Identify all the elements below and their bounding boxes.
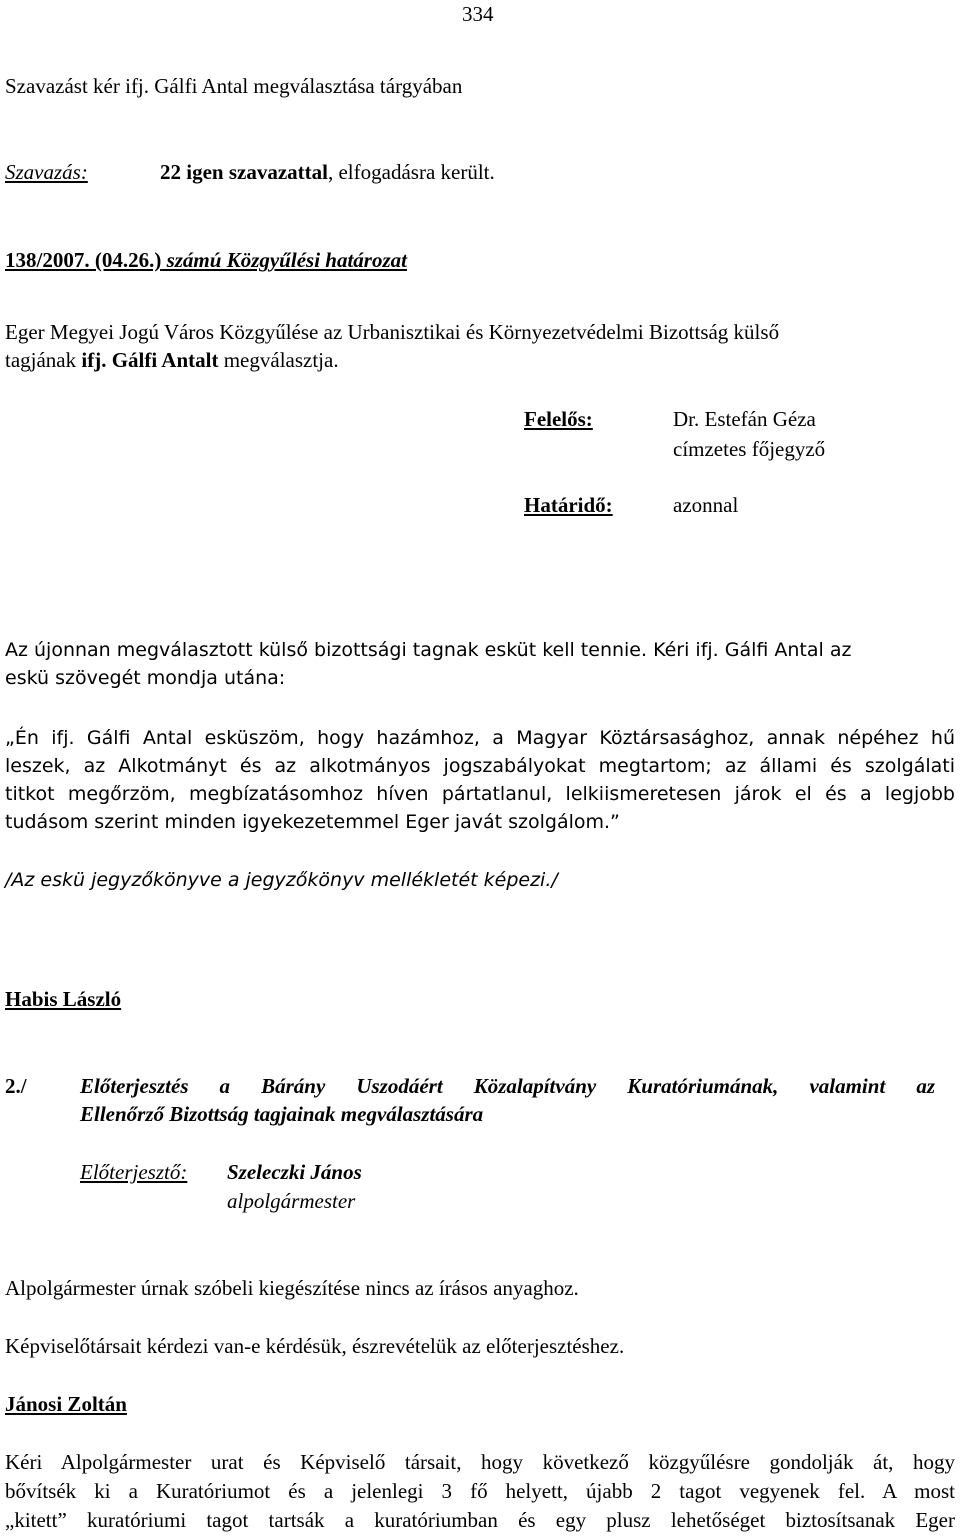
oath-text-line1: „Én ifj. Gálfi Antal esküszöm, hogy hazámhoz, a Magyar Köztársasághoz, annak népéhez hű: [5, 727, 955, 749]
resolution-heading: [5, 246, 407, 274]
responsible-name: Dr. Estefán Géza: [673, 407, 816, 431]
resolution-line2-post: megválasztja.: [218, 348, 339, 372]
paragraph-supplement: Alpolgármester úrnak szóbeli kiegészítése nincs az írásos anyaghoz.: [5, 1276, 579, 1300]
oath-intro-line1: Az újonnan megválasztott külső bizottsági tagnak esküt kell tennie. Kéri ifj. Gálfi Antal az: [5, 639, 852, 661]
resolution-line2-pre: tagjának: [5, 348, 82, 372]
resolution-number: 138/2007. (04.26.): [5, 248, 162, 272]
oath-note: /Az eskü jegyzőkönyve a jegyzőkönyv mellékletét képezi./: [5, 869, 558, 891]
oath-text-line3: titkot megőrzöm, megbízatásomhoz híven pártatlanul, lelkiismeretesen járok el és a legjobb: [5, 783, 955, 805]
oath-intro-line2: eskü szövegét mondja utána:: [5, 667, 286, 689]
oath-text-line2: leszek, az Alkotmányt és az alkotmányos jogszabályokat megtartom; az állami és szolgálati: [5, 755, 955, 777]
page-number: 334: [462, 2, 494, 26]
paragraph-request-line3: „kitett” kuratóriumi tagot tartsák a kuratóriumban és egy plusz lehetőséget biztosítsanak Eger: [5, 1508, 955, 1532]
resolution-line2: [5, 346, 339, 374]
responsible-label: Felelős:: [524, 407, 593, 431]
vote-result-bold: 22 igen szavazattal: [160, 160, 328, 184]
speaker-habis: Habis László: [5, 987, 122, 1011]
presenter-name: Szeleczki János: [227, 1160, 362, 1184]
deadline-value: azonnal: [673, 493, 739, 517]
presenter-title: alpolgármester: [227, 1189, 356, 1213]
resolution-title: számú Közgyűlési határozat: [161, 248, 407, 272]
vote-label: Szavazás:: [5, 160, 88, 184]
paragraph-request-line1: Kéri Alpolgármester urat és Képviselő társait, hogy következő közgyűlésre gondolják át, hogy: [5, 1450, 955, 1474]
vote-result-rest: , elfogadásra került.: [327, 160, 495, 184]
speaker-janosi: Jánosi Zoltán: [5, 1392, 127, 1416]
agenda-title-line2: Ellenőrző Bizottság tagjainak megválasztására: [80, 1102, 484, 1126]
presenter-label: Előterjesztő:: [80, 1160, 188, 1184]
resolution-line1: Eger Megyei Jogú Város Közgyűlése az Urbanisztikai és Környezetvédelmi Bizottság külső: [5, 320, 780, 344]
agenda-number: 2./: [5, 1074, 27, 1098]
agenda-title-line1: Előterjesztés a Bárány Uszodáért Közalapítvány Kuratóriumának, valamint az: [80, 1074, 935, 1098]
elected-member-name: ifj. Gálfi Antalt: [81, 348, 219, 372]
deadline-label: Határidő:: [524, 493, 613, 517]
oath-text-line4: tudásom szerint minden igyekezetemmel Eger javát szolgálom.”: [5, 811, 620, 833]
paragraph-questions: Képviselőtársait kérdezi van-e kérdésük, észrevételük az előterjesztéshez.: [5, 1334, 625, 1358]
responsible-title: címzetes főjegyző: [673, 437, 826, 461]
vote-request: Szavazást kér ifj. Gálfi Antal megválasztása tárgyában: [5, 74, 463, 98]
paragraph-request-line2: bővítsék ki a Kuratóriumot és a jelenlegi 3 fő helyett, újabb 2 tagot vegyenek fel. A most: [5, 1479, 955, 1503]
vote-result: [160, 158, 495, 186]
